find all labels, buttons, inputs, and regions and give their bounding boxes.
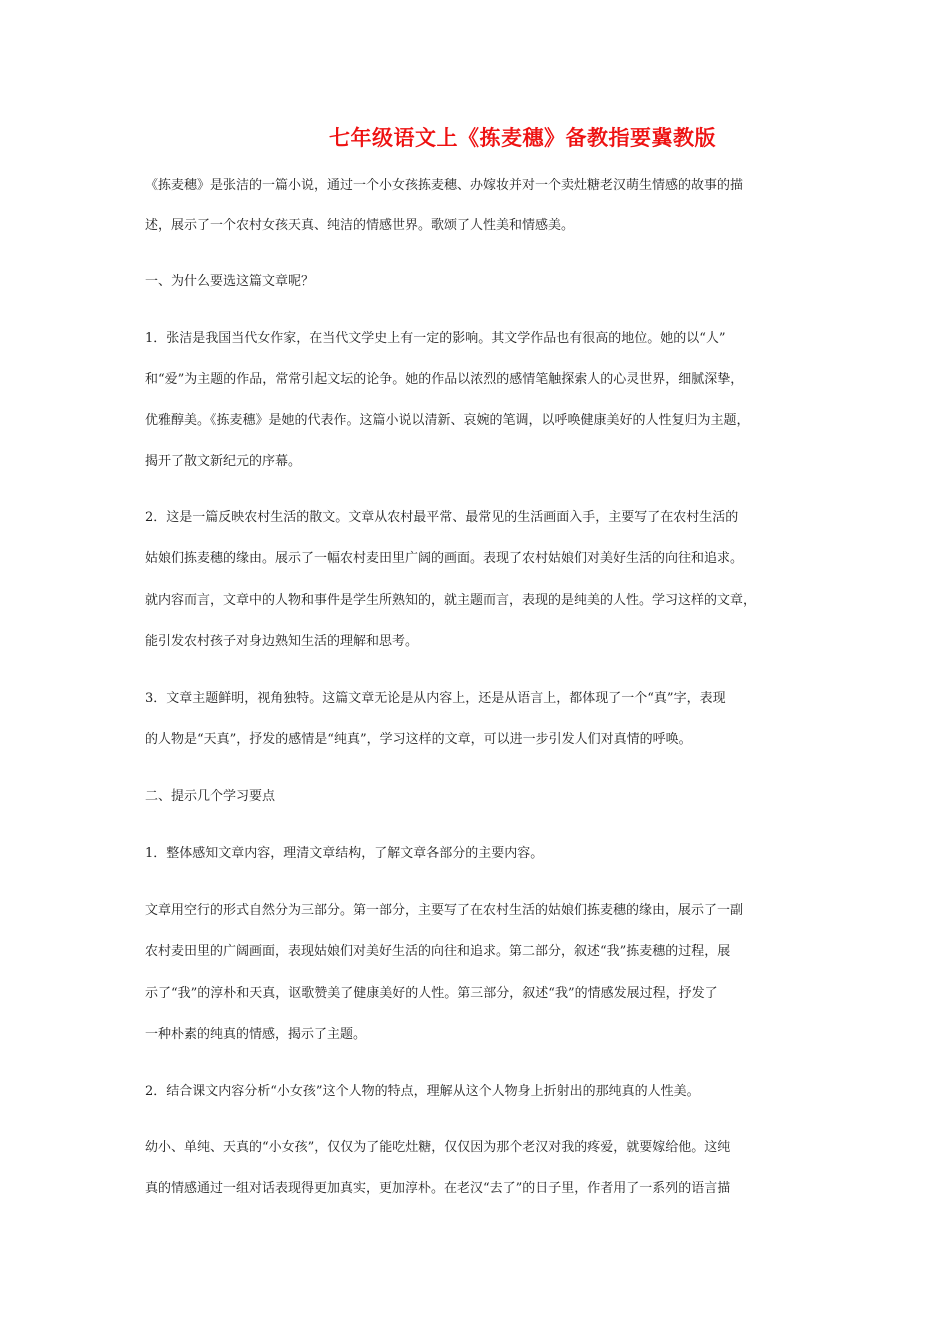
point1-line-2: 和“爱”为主题的作品，常常引起文坛的论争。她的作品以浓烈的感情笔触探索人的心灵世界，细腻深挚， xyxy=(145,372,744,387)
key1-body-line-4: 一种朴素的纯真的情感，揭示了主题。 xyxy=(145,1027,367,1042)
key2-body-line-2: 真的情感通过一组对话表现得更加真实，更加淳朴。在老汉“去了”的日子里，作者用了一系列的语言描 xyxy=(145,1181,731,1196)
section-heading-1: 一、为什么要选这篇文章呢？ xyxy=(145,274,315,289)
point2-line-2: 姑娘们拣麦穗的缘由。展示了一幅农村麦田里广阔的画面。表现了农村姑娘们对美好生活的向往和追求。 xyxy=(145,551,744,566)
point3-line-2: 的人物是“天真”，抒发的感情是“纯真”，学习这样的文章，可以进一步引发人们对真情的呼唤。 xyxy=(145,732,692,747)
point1-line-1: 1．张洁是我国当代女作家，在当代文学史上有一定的影响。其文学作品也有很高的地位。她的以“人” xyxy=(145,331,726,346)
point1-line-3: 优雅醇美。《拣麦穗》是她的代表作。这篇小说以清新、哀婉的笔调，以呼唤健康美好的人性复归为主题， xyxy=(145,413,750,428)
key-point-2: 2．结合课文内容分析“小女孩”这个人物的特点，理解从这个人物身上折射出的那纯真的人性美。 xyxy=(145,1084,700,1099)
key-point-1: 1．整体感知文章内容，理清文章结构，了解文章各部分的主要内容。 xyxy=(145,846,544,861)
key1-body-line-3: 示了“我”的淳朴和天真，讴歌赞美了健康美好的人性。第三部分，叙述“我”的情感发展过程，抒发了 xyxy=(145,986,718,1001)
point2-line-1: 2．这是一篇反映农村生活的散文。文章从农村最平常、最常见的生活画面入手，主要写了在农村生活的 xyxy=(145,510,739,525)
intro-line-1: 《拣麦穗》是张洁的一篇小说，通过一个小女孩拣麦穗、办嫁妆并对一个卖灶糖老汉萌生情感的故事的描 xyxy=(145,178,744,193)
key2-body-line-1: 幼小、单纯、天真的“小女孩”，仅仅为了能吃灶糖，仅仅因为那个老汉对我的疼爱，就要嫁给他。这纯 xyxy=(145,1140,731,1155)
key1-body-line-1: 文章用空行的形式自然分为三部分。第一部分，主要写了在农村生活的姑娘们拣麦穗的缘由，展示了一副 xyxy=(145,903,744,918)
key1-body-line-2: 农村麦田里的广阔画面，表现姑娘们对美好生活的向往和追求。第二部分，叙述“我”拣麦穗的过程，展 xyxy=(145,944,731,959)
point1-line-4: 揭开了散文新纪元的序幕。 xyxy=(145,454,302,469)
point3-line-1: 3．文章主题鲜明，视角独特。这篇文章无论是从内容上，还是从语言上，都体现了一个“真”字，表现 xyxy=(145,691,726,706)
section-heading-2: 二、提示几个学习要点 xyxy=(145,789,276,804)
page-title: 七年级语文上《拣麦穗》备教指要冀教版 xyxy=(329,125,716,150)
intro-line-2: 述，展示了一个农村女孩天真、纯洁的情感世界。歌颂了人性美和情感美。 xyxy=(145,218,575,233)
point2-line-3: 就内容而言，文章中的人物和事件是学生所熟知的，就主题而言，表现的是纯美的人性。学习这样的文章， xyxy=(145,593,757,608)
point2-line-4: 能引发农村孩子对身边熟知生活的理解和思考。 xyxy=(145,634,419,649)
